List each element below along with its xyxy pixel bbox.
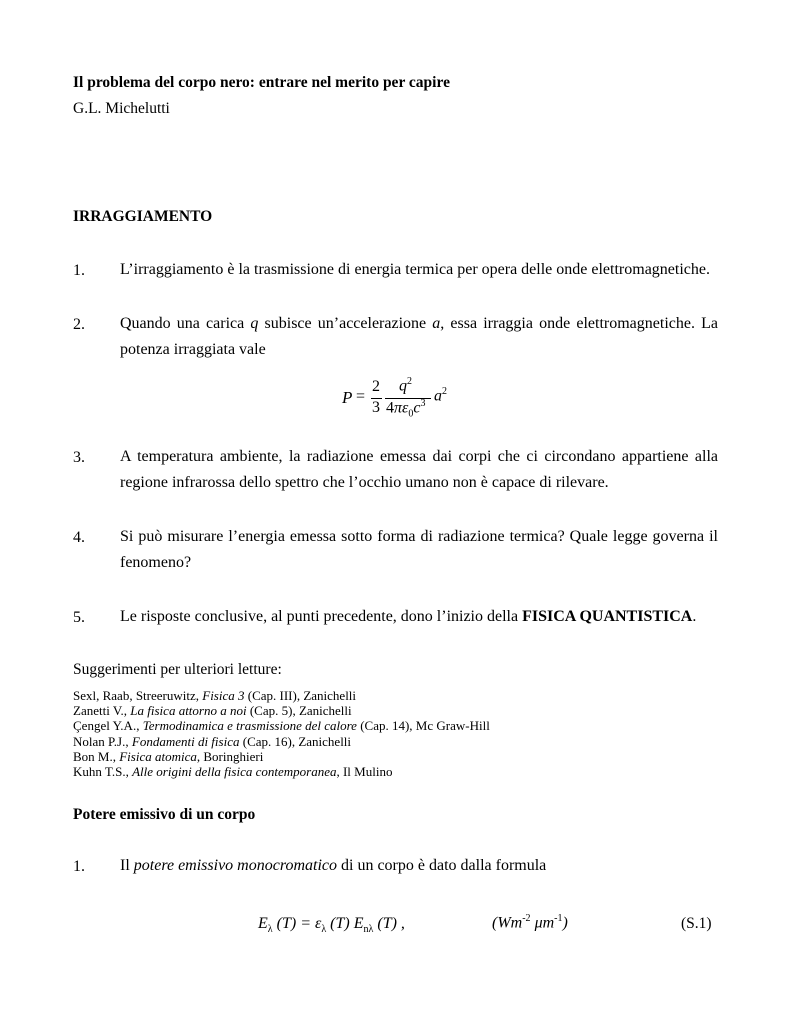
text-span: Le risposte conclusive, al punti precedente, dono l’inizio della xyxy=(120,608,523,625)
digit: 4 xyxy=(386,399,394,417)
ref-details: (Cap. 16), Zanichelli xyxy=(239,733,352,749)
item-number: 5. xyxy=(73,609,85,626)
exponent: 3 xyxy=(420,398,426,409)
item-number: 2. xyxy=(73,316,85,333)
item-line: potenza irraggiata vale xyxy=(120,341,266,358)
ref-author: Zanetti V., xyxy=(73,703,131,719)
text-span: Il xyxy=(120,857,134,874)
subscript-lambda: λ xyxy=(267,924,273,936)
variable-q: q xyxy=(250,315,259,332)
ref-title: Termodinamica e trasmissione del calore xyxy=(142,718,357,734)
ref-author: Sexl, Raab, Streeruwitz, xyxy=(73,688,203,703)
exponent: 2 xyxy=(407,376,412,387)
pi-symbol: π xyxy=(394,399,403,417)
subscript-lambda: λ xyxy=(321,924,327,936)
item-line: fenomeno? xyxy=(120,554,192,571)
item-line xyxy=(120,311,718,337)
item-paragraph xyxy=(120,853,718,879)
item-paragraph xyxy=(120,444,718,496)
equation-label: (S.1) xyxy=(681,915,712,932)
epsilon-symbol: ε xyxy=(402,399,409,417)
item-text: L’irraggiamento è la trasmissione di energia termica per opera delle onde elettromagnetiche. xyxy=(120,261,710,278)
formula-units xyxy=(492,913,568,932)
ref-details: (Cap. 14), Mc Graw-Hill xyxy=(356,718,490,734)
emissive-power-formula xyxy=(258,915,405,935)
ref-details: (Cap. III), Zanichelli xyxy=(244,688,357,703)
ref-details: (Cap. 5), Zanichelli xyxy=(246,703,352,719)
ref-title: La fisica attorno a noi xyxy=(130,703,247,719)
formula-part: (T) = xyxy=(272,915,315,932)
subscript: 0 xyxy=(408,408,414,420)
ref-title: Fisica atomica xyxy=(119,748,197,764)
exponent: -2 xyxy=(522,913,531,924)
item-number: 1. xyxy=(73,858,85,875)
epsilon-symbol: ε xyxy=(315,915,322,932)
variable-a: a xyxy=(432,315,441,332)
item-line: A temperatura ambiente, la radiazione emessa dai corpi che ci circondano appartiene alla xyxy=(120,448,718,465)
item-number: 4. xyxy=(73,529,85,546)
formula-part: (T) E xyxy=(326,915,364,932)
reference-item xyxy=(73,764,490,779)
section-heading-irraggiamento: IRRAGGIAMENTO xyxy=(73,208,213,225)
readings-heading: Suggerimenti per ulteriori letture: xyxy=(73,661,282,678)
ref-details: , Il Mulino xyxy=(336,764,393,780)
item-line: regione infrarossa dello spettro che l’occhio umano non è capace di rilevare. xyxy=(120,474,609,491)
text-span: . xyxy=(692,608,697,625)
ref-title: Fisica 3 xyxy=(202,688,245,703)
item-line: Si può misurare l’energia emessa sotto forma di radiazione termica? Quale legge governa il xyxy=(120,528,718,545)
ref-author: Nolan P.J., xyxy=(73,733,132,749)
item-paragraph xyxy=(120,604,718,630)
reference-item xyxy=(73,734,490,749)
unit-part: μm xyxy=(530,914,555,932)
formula-part: (T) , xyxy=(373,915,405,932)
formula-equals: = xyxy=(356,388,366,405)
radiated-power-formula xyxy=(342,378,462,422)
italic-term: potere emissivo monocromatico xyxy=(133,857,337,874)
ref-details: , Boringhieri xyxy=(196,748,264,764)
fraction-denominator xyxy=(386,398,425,420)
var-c: c xyxy=(413,399,421,417)
section-heading-potere-emissivo: Potere emissivo di un corpo xyxy=(73,806,256,823)
text-span: di un corpo è dato dalla formula xyxy=(337,857,547,874)
bold-term: FISICA QUANTISTICA xyxy=(522,608,693,625)
ref-title: Fondamenti di fisica xyxy=(131,733,240,749)
subscript-n-lambda: nλ xyxy=(363,924,374,936)
item-number: 1. xyxy=(73,262,85,279)
item-number: 3. xyxy=(73,449,85,466)
text-span: , essa irraggia onde elettromagnetiche. La xyxy=(440,315,718,332)
var-q: q xyxy=(399,377,407,395)
unit-part: (Wm xyxy=(492,914,523,932)
document-title: Il problema del corpo nero: entrare nel merito per capire xyxy=(73,74,450,91)
fraction-numerator: 2 xyxy=(372,378,380,395)
ref-author: Bon M., xyxy=(73,748,120,764)
document-author: G.L. Michelutti xyxy=(73,100,170,117)
item-paragraph xyxy=(120,524,718,576)
unit-part: ) xyxy=(562,914,568,932)
text-span: Quando una carica xyxy=(120,315,251,332)
var-E: E xyxy=(258,915,268,932)
var-a: a xyxy=(434,387,442,405)
exponent: 2 xyxy=(442,386,447,397)
reference-item xyxy=(73,718,490,733)
item-paragraph xyxy=(120,311,718,363)
ref-author: Kuhn T.S., xyxy=(73,764,133,780)
reference-item xyxy=(73,688,490,703)
reference-list xyxy=(73,688,490,779)
text-span: subisce un’accelerazione xyxy=(258,315,433,332)
exponent: -1 xyxy=(554,913,563,924)
fraction-numerator xyxy=(399,376,412,395)
fraction-denominator: 3 xyxy=(372,399,380,416)
formula-tail xyxy=(434,386,447,405)
formula-lhs: P xyxy=(342,388,353,407)
ref-title: Alle origini della fisica contemporanea xyxy=(132,764,337,780)
reference-item xyxy=(73,703,490,718)
reference-item xyxy=(73,749,490,764)
ref-author: Çengel Y.A., xyxy=(73,718,143,734)
